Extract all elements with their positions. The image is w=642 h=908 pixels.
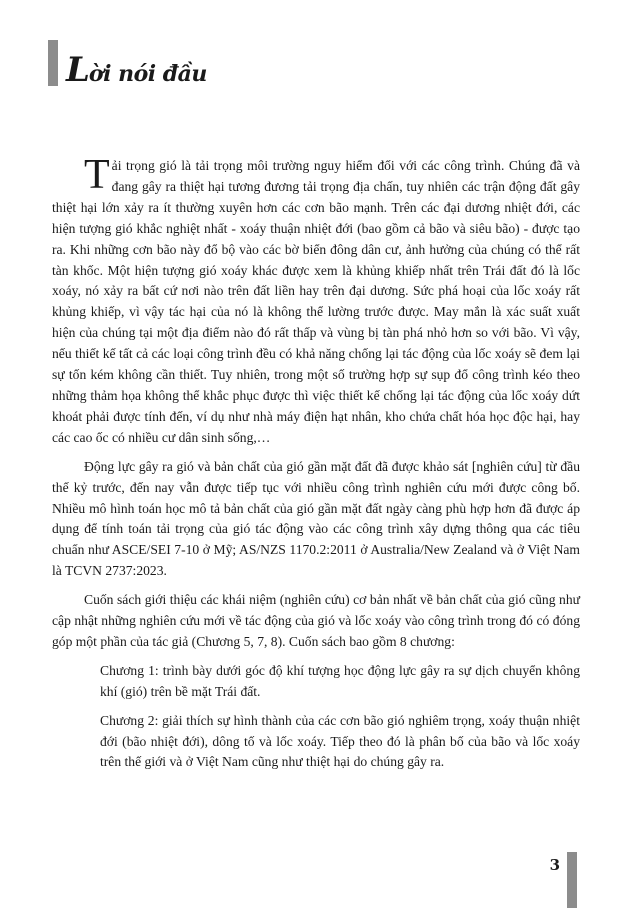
paragraph-1-text: ải trọng gió là tải trọng môi trường nguy hiểm đối với các công trình. Chúng đã và đang gây ra thiệt hại tương đương tải trọng địa chấn, tuy nhiên các trận động đất gây thiệt hại lớn xảy ra ít thường xuyên hơn các cơn bão mạnh. Trên các đại dương nhiệt đới, các hiện tượng gió khắc nghiệt nhất - xoáy thuận nhiệt đới (bao gồm cả bão và siêu bão) - được tạo ra. Khi những cơn bão này đổ bộ vào các bờ biển đông dân cư, ảnh hưởng của chúng có thể rất tàn khốc. Một hiện tượng gió xoáy khác được xem là khủng khiếp nhất trên Trái đất đó là lốc xoáy, nó xảy ra bất cứ nơi nào trên đất liền hay trên đại dương. Sức phá hoại của lốc xoáy rất khủng khiếp, vì vậy tác hại của nó là không thể lường trước được. May mắn là xác suất xuất hiện của chúng tại một địa điểm nào đó rất thấp và vùng bị tàn phá nhỏ hơn so với bão. Vì vậy, nếu thiết kế tất cả các loại công trình đều có khả năng chống lại tác động của lốc xoáy sẽ đem lại sự tốn kém không cần thiết. Tuy nhiên, trong một số trường hợp sự sụp đổ công trình kéo theo những thảm họa không thể khắc phục được thì việc thiết kế chống lại tác động của lốc xoáy dứt khoát phải được tính đến, ví dụ như nhà máy điện hạt nhân, kho chứa chất hóa học độc hại, hay các cao ốc có nhiều cư dân sinh sống,… — [52, 158, 580, 445]
title-accent-bar — [48, 40, 58, 86]
page-title — [66, 50, 207, 90]
title-first-letter: L — [66, 50, 89, 90]
footer-accent-bar — [567, 852, 577, 908]
drop-cap: T — [84, 152, 110, 198]
title-rest: ời nói đầu — [88, 61, 207, 87]
paragraph-3: Cuốn sách giới thiệu các khái niệm (nghiên cứu) cơ bản nhất về bản chất của gió cũng như cập nhật những nghiên cứu mới về tác động của gió và lốc xoáy vào công trình trong đó có đóng góp một phần của tác giả (Chương 5, 7, 8). Cuốn sách bao gồm 8 chương: — [52, 592, 580, 649]
chapter-1-description: Chương 1: trình bày dưới góc độ khí tượng học động lực gây ra sự dịch chuyển không khí (gió) trên bề mặt Trái đất. — [100, 662, 580, 699]
paragraph-2: Động lực gây ra gió và bản chất của gió gần mặt đất đã được khảo sát [nghiên cứu] từ đầu thế kỷ trước, đến nay vẫn được tiếp tục với nhiều công trình nghiên cứu mới được công bố. Nhiều mô hình toán học mô tả bản chất của gió gần mặt đất ngày càng phù hợp hơn đã được áp dụng để tính toán tải trọng của gió tác động vào các công trình xây dựng thông qua các tiêu chuẩn như ASCE/SEI 7-10 ở Mỹ; AS/NZS 1170.2:2011 ở Australia/New Zealand và ở Việt Nam là TCVN 2737:2023. — [52, 458, 580, 579]
page-number: 3 — [549, 856, 560, 874]
paragraph-1 — [52, 152, 580, 449]
body-text — [52, 152, 580, 781]
chapter-2-description: Chương 2: giải thích sự hình thành của các cơn bão gió nghiêm trọng, xoáy thuận nhiệt đới (bão nhiệt đới), dông tố và lốc xoáy. Tiếp theo đó là phân bố của bão và lốc xoáy trên thế giới và ở Việt Nam cũng như thiệt hại do chúng gây ra. — [100, 712, 580, 770]
